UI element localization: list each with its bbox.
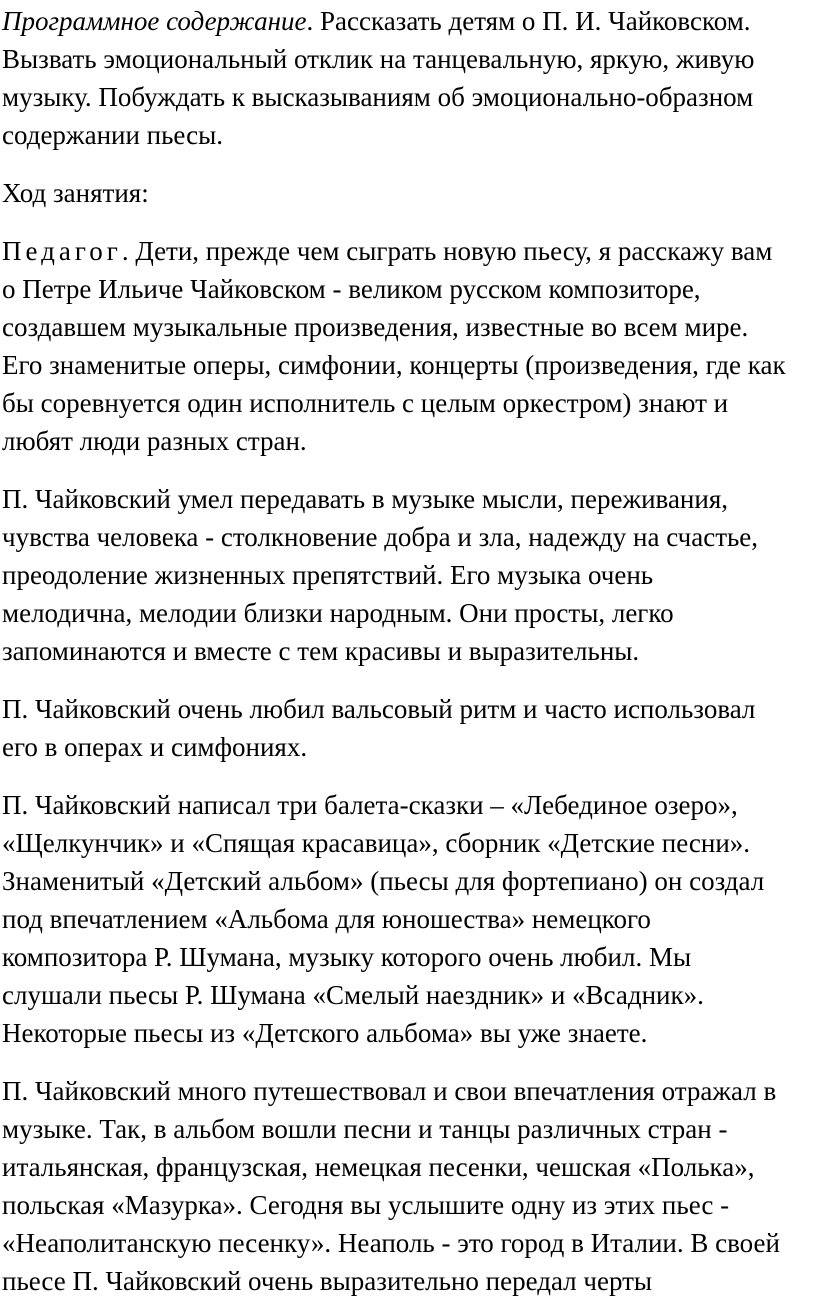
body-paragraph-3: П. Чайковский написал три балета-сказки – «Лебединое озеро», «Щелкунчик» и «Спящая красавица», сборник «Детские песни». Знаменитый «Детский альбом» (пьесы для фортепиано) он создал под впечатлением «Альбома для юношества» немецкого композитора Р. Шумана, музыку которого очень любил. Мы слушали пьесы Р. Шумана «Смелый наездник» и «Всадник». Некоторые пьесы из «Детского альбома» вы уже знаете. [2,790,765,1048]
teacher-speech-paragraph [2,232,816,460]
program-content-label: Программное содержание [2,6,307,36]
body-paragraph-2: П. Чайковский очень любил вальсовый ритм и часто использовал его в операх и симфониях. [2,694,756,762]
teacher-speaker-label: Педагог [2,236,122,266]
lesson-progress-heading: Ход занятия: [2,178,149,208]
body-paragraph-1: П. Чайковский умел передавать в музыке мысли, переживания, чувства человека - столкновение добра и зла, надежду на счастье, преодоление жизненных препятствий. Его музыка очень мелодична, мелодии близки народным. Они просты, легко запоминаются и вместе с тем красивы и выразительны. [2,484,759,666]
program-content-text: . Рассказать детям о П. И. Чайковском. Вызвать эмоциональный отклик на танцевальную, яркую, живую музыку. Побуждать к высказываниям об эмоционально-образном содержании пьесы. [2,6,755,150]
body-paragraph-4: П. Чайковский много путешествовал и свои впечатления отражал в музыке. Так, в альбом вошли песни и танцы различных стран - итальянская, французская, немецкая песенки, чешская «Полька», польская «Мазурка». Сегодня вы услышите одну из этих пьес - «Неаполитанскую песенку». Неаполь - это город в Италии. В своей пьесе П. Чайковский очень выразительно передал черты [2,1076,780,1296]
document-page [0,2,816,1296]
teacher-speech-text: . Дети, прежде чем сыграть новую пьесу, я расскажу вам о Петре Ильиче Чайковском - великом русском композиторе, создавшем музыкальные произведения, известные во всем мире. Его знаменитые оперы, симфонии, концерты (произведения, где как бы соревнуется один исполнитель с целым оркестром) знают и любят люди разных стран. [2,236,786,456]
program-content-paragraph [2,2,816,154]
